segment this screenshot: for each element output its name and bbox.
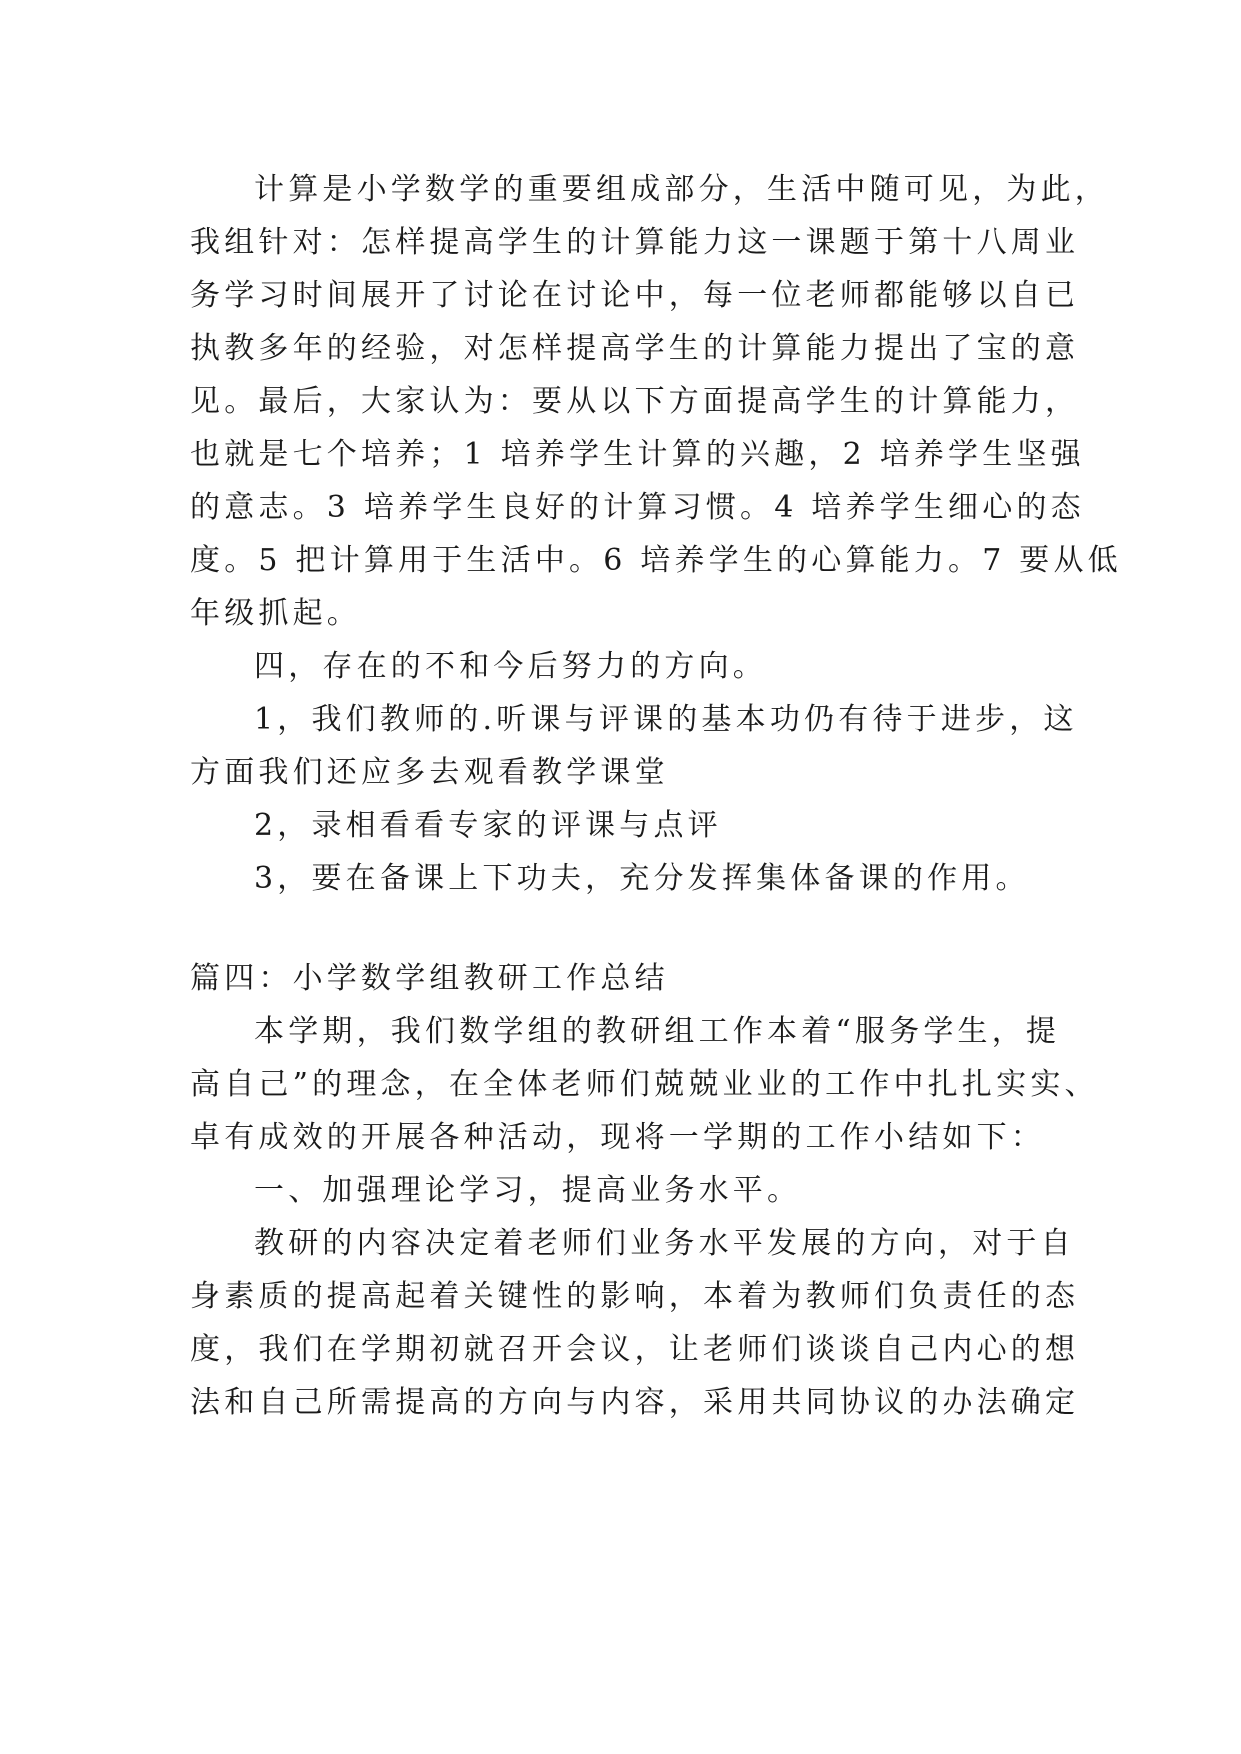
paragraph-line: 我组针对：怎样提高学生的计算能力这一课题于第十八周业 xyxy=(190,225,1080,260)
paragraph-line: 务学习时间展开了讨论在讨论中，每一位老师都能够以自已 xyxy=(190,278,1080,313)
list-item-line: 方面我们还应多去观看教学课堂 xyxy=(190,755,669,790)
paragraph-line: 本学期，我们数学组的教研组工作本着“服务学生，提 xyxy=(254,1014,1061,1049)
list-item: 2，录相看看专家的评课与点评 xyxy=(254,808,722,843)
section-heading: 四，存在的不和今后努力的方向。 xyxy=(254,649,767,684)
paragraph-line: 教研的内容决定着老师们业务水平发展的方向，对于自 xyxy=(254,1226,1075,1261)
paragraph-line: 身素质的提高起着关键性的影响，本着为教师们负责任的态 xyxy=(190,1279,1080,1314)
body-text xyxy=(190,0,1122,1754)
paragraph-line: 高自己”的理念，在全体老师们兢兢业业的工作中扎扎实实、 xyxy=(190,1067,1099,1102)
paragraph-line: 见。最后，大家认为：要从以下方面提高学生的计算能力， xyxy=(190,384,1080,419)
paragraph-line: 卓有成效的开展各种活动，现将一学期的工作小结如下： xyxy=(190,1120,1045,1155)
paragraph-line: 年级抓起。 xyxy=(190,596,361,631)
paragraph-line: 度，我们在学期初就召开会议，让老师们谈谈自己内心的想 xyxy=(190,1332,1080,1367)
paragraph-line: 计算是小学数学的重要组成部分，生活中随可见，为此， xyxy=(254,172,1109,207)
paragraph-line: 度。5 把计算用于生活中。6 培养学生的心算能力。7 要从低 xyxy=(190,543,1122,578)
paragraph-line: 执教多年的经验，对怎样提高学生的计算能力提出了宝的意 xyxy=(190,331,1080,366)
paragraph-line: 也就是七个培养；1 培养学生计算的兴趣，2 培养学生坚强 xyxy=(190,437,1085,472)
section-heading: 一、加强理论学习，提高业务水平。 xyxy=(254,1173,802,1208)
paragraph-line: 的意志。3 培养学生良好的计算习惯。4 培养学生细心的态 xyxy=(190,490,1085,525)
list-item: 3，要在备课上下功夫，充分发挥集体备课的作用。 xyxy=(254,861,1030,896)
paragraph-line: 法和自己所需提高的方向与内容，采用共同协议的办法确定 xyxy=(190,1385,1080,1420)
article-title: 篇四：小学数学组教研工作总结 xyxy=(190,961,669,996)
list-item-line: 1，我们教师的.听课与评课的基本功仍有待于进步，这 xyxy=(254,702,1078,737)
